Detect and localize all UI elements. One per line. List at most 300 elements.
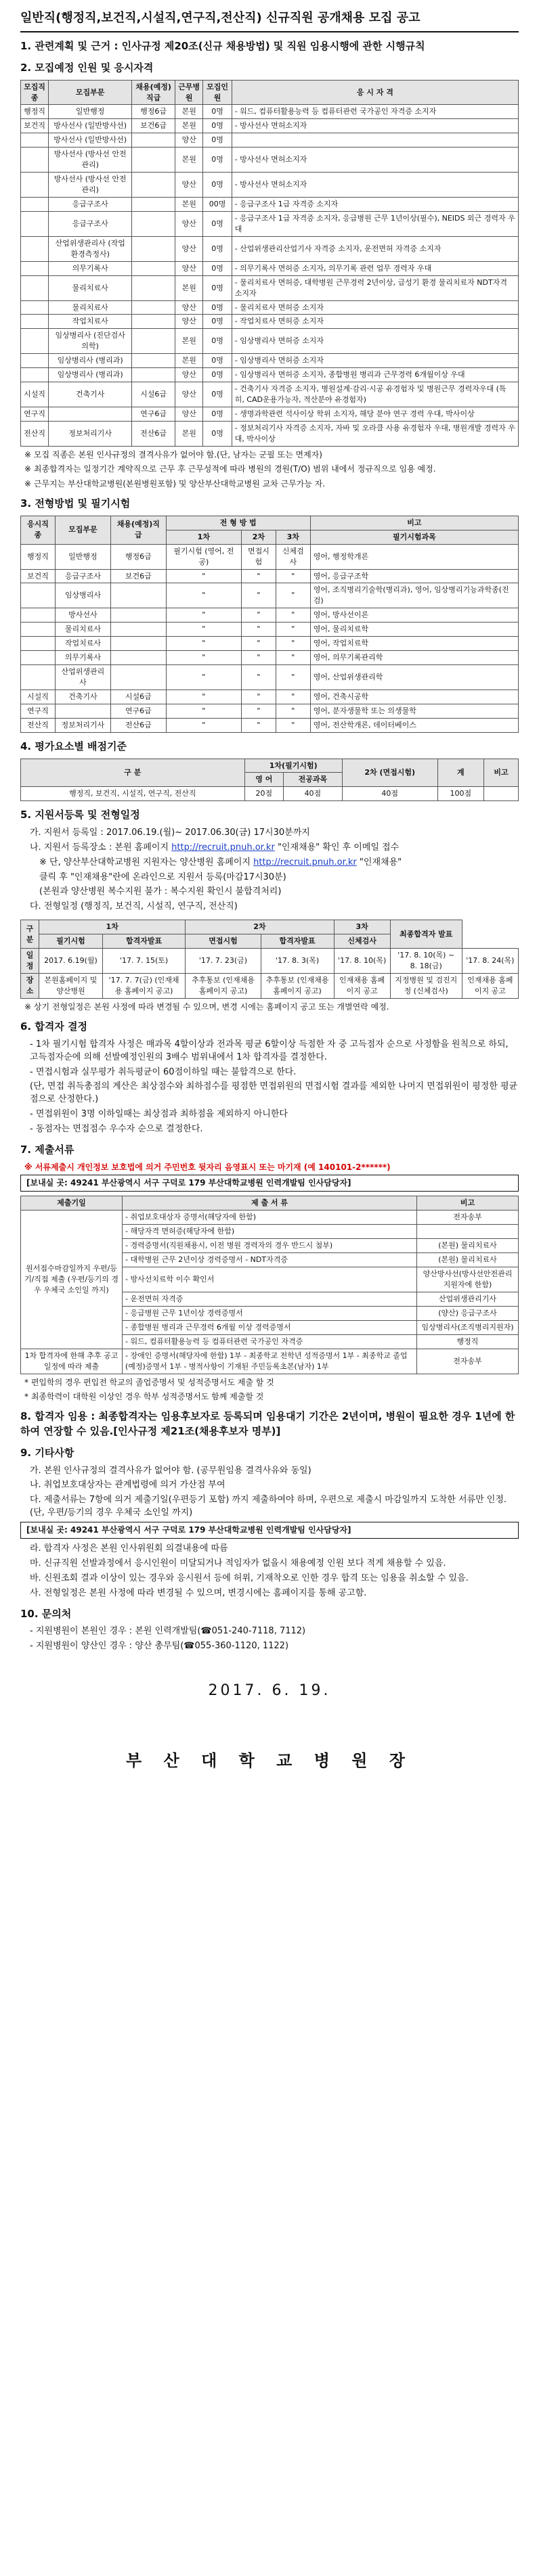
section-5-heading: 5. 지원서등록 및 전형일정 <box>20 809 140 821</box>
table-row <box>21 718 519 732</box>
table-cell: " <box>241 623 276 637</box>
table-cell: 본원 <box>175 354 203 368</box>
table-cell: - 산업위생관리산업기사 자격증 소지자, 운전면허 자격증 소지자 <box>232 236 518 261</box>
table-cell <box>21 651 56 665</box>
table-cell: 의무기록사 <box>55 651 110 665</box>
table-cell <box>21 354 49 368</box>
table-cell: " <box>276 623 310 637</box>
document-note <box>417 1225 519 1239</box>
col-header: 전 형 방 법 <box>166 516 310 530</box>
table-cell: - 작업치료사 면허증 소지자 <box>232 315 518 329</box>
col-header: 채용(예정)직급 <box>111 516 167 544</box>
text-line: 사. 전형일정은 본원 사정에 따라 변경될 수 있으며, 변경시에는 홈페이지를 통해 공고함. <box>30 1587 367 1598</box>
table-cell: 행정직 <box>21 544 56 569</box>
table-cell: 20점 <box>244 787 283 801</box>
table-cell: " <box>166 583 241 608</box>
document-note: (본원) 물리치료사 <box>417 1253 519 1267</box>
table-row <box>21 704 519 718</box>
table-cell: 영어, 물리치료학 <box>310 623 518 637</box>
table-cell: 영어, 조직병리기술학(병리과), 영어, 임상병리기능과학종(진검) <box>310 583 518 608</box>
table-cell <box>21 300 49 315</box>
table-cell <box>132 173 175 198</box>
table-cell: 본원 <box>175 105 203 119</box>
table-cell: 응급구조사 <box>49 198 132 212</box>
table-cell: 연구6급 <box>132 407 175 422</box>
table-row <box>21 1211 519 1225</box>
document-item: - 경력증명서(직원채용시, 이전 병원 경력자의 경우 반드시 첨부) <box>123 1239 417 1253</box>
col-header: 제 출 서 류 <box>123 1196 417 1211</box>
col-header: 합격자발표 <box>102 934 185 949</box>
table-cell: 0명 <box>203 133 232 148</box>
table-row <box>21 407 519 422</box>
note-line: * 최종학력이 대학원 이상인 경우 학부 성적증명서도 함께 제출할 것 <box>24 1391 264 1401</box>
text-line: - 면접위원이 3명 이하일때는 최상점과 최하점을 제외하지 아니한다 <box>30 1109 288 1120</box>
table-cell: " <box>241 583 276 608</box>
document-item: - 장애인 증명서(해당자에 한함) 1부 - 최종학교 전학년 성적증명서 1부 - 최종학교 졸업(예정)증명서 1부 - 병적사항이 기재된 주민등록초본(남자) 1부 <box>123 1349 417 1374</box>
table-cell: 전산6급 <box>132 421 175 446</box>
document-note: (양산) 응급구조사 <box>417 1306 519 1320</box>
note-line: ※ 근무지는 부산대학교병원(본원병원포함) 및 양산부산대학교병원 교차 근무가능 자. <box>24 478 326 489</box>
document-note: 양산방사선(방사선안전관리지원자에 한함) <box>417 1267 519 1292</box>
table-cell <box>55 704 110 718</box>
table-cell <box>132 148 175 173</box>
table-cell: 양산 <box>175 173 203 198</box>
text-line: - 면접시험과 실무평가 취득평균이 60점이하일 때는 불합격으로 한다. <box>30 1066 297 1077</box>
table-cell <box>21 198 49 212</box>
table-cell: 방사선사 (일반방사선) <box>49 133 132 148</box>
table-row <box>21 133 519 148</box>
col-header: 채용(예정)직급 <box>132 80 175 105</box>
recruit-link[interactable]: http://recruit.pnuh.or.kr <box>171 842 275 853</box>
table-cell: 0명 <box>203 236 232 261</box>
table-cell: " <box>241 718 276 732</box>
table-cell <box>132 368 175 382</box>
contact-line: - 지원병원이 양산인 경우 : 양산 총무팀(☎055-360-1120, 1122) <box>30 1641 289 1652</box>
table-cell: 양산 <box>175 211 203 236</box>
table-cell: 임상병리사 (병리과) <box>49 368 132 382</box>
table-cell: 시설직 <box>21 382 49 407</box>
section-10-heading: 10. 문의처 <box>20 1607 72 1620</box>
table-cell: - 응급구조사 1급 자격증 소지자 <box>232 198 518 212</box>
document-item: - 방사선치료학 이수 확인서 <box>123 1267 417 1292</box>
table-cell: 지정병원 및 검진지정 (신체검사) <box>390 973 462 998</box>
col-header: 모집인원 <box>203 80 232 105</box>
table-cell: 영어, 의무기록관리학 <box>310 651 518 665</box>
schedule-table <box>20 920 519 999</box>
table-cell: " <box>166 608 241 623</box>
table-cell: 일반행정 <box>49 105 132 119</box>
table-cell <box>132 211 175 236</box>
table-cell: 전산직 <box>21 718 56 732</box>
table-row <box>21 637 519 651</box>
table-cell: 0명 <box>203 211 232 236</box>
table-cell: '17. 7. 23(금) <box>186 949 261 974</box>
table-cell: 양산 <box>175 368 203 382</box>
table-cell: 정보처리기사 <box>55 718 110 732</box>
text-line: [보내실 곳: 49241 부산광역시 서구 구덕로 179 부산대학교병원 인력개발팀 인사담당자] <box>20 1522 519 1539</box>
note-line: ※ 모집 직종은 본원 인사규정의 결격사유가 없어야 함.(단, 남자는 군필 또는 면제자) <box>24 449 322 459</box>
document-note: 전자송부 <box>417 1349 519 1374</box>
table-row <box>21 173 519 198</box>
table-cell <box>232 133 518 148</box>
note-line: * 편입학의 경우 편입전 학교의 졸업증명서 및 성적증명서도 제출 할 것 <box>24 1377 274 1387</box>
table-row <box>21 368 519 382</box>
table-cell <box>21 623 56 637</box>
table-cell: " <box>166 637 241 651</box>
table-row <box>21 329 519 354</box>
table-cell: 40점 <box>284 787 343 801</box>
table-row <box>21 119 519 133</box>
document-note: 산업위생관리기사 <box>417 1292 519 1306</box>
table-row <box>21 544 519 569</box>
table-cell: " <box>276 569 310 583</box>
table-cell: 시설직 <box>21 690 56 704</box>
table-cell: 영어, 작업치료학 <box>310 637 518 651</box>
text-line: 나. 취업보호대상자는 관계법령에 의거 가산점 부여 <box>30 1480 225 1491</box>
table-cell: 필기시험 (영어, 전공) <box>166 544 241 569</box>
table-cell: - 임상병리사 면허증 소지자 <box>232 329 518 354</box>
table-cell: 전산직 <box>21 421 49 446</box>
note-line: ※ 최종합격자는 일정기간 계약직으로 근무 후 근무성적에 따라 병원의 경원(T/O) 범위 내에서 정규직으로 임용 예정. <box>24 464 436 474</box>
table-cell: " <box>241 651 276 665</box>
table-cell: " <box>276 651 310 665</box>
table-cell: 건축기사 <box>55 690 110 704</box>
table-cell <box>111 651 167 665</box>
col-header: 구 분 <box>21 920 39 949</box>
table-cell: 0명 <box>203 148 232 173</box>
table-row <box>21 198 519 212</box>
table-cell: - 응급구조사 1급 자격증 소지자, 응급병원 근무 1년이상(필수), NEIDS 외근 경력자 우대 <box>232 211 518 236</box>
privacy-warning: ※ 서류제출시 개인정보 보호법에 의거 주민번호 뒷자리 음영표시 또는 마기재 (예 140101-2******) <box>24 1162 391 1172</box>
table-cell: 영어, 전산학개론, 데이터베이스 <box>310 718 518 732</box>
table-cell: 0명 <box>203 275 232 300</box>
col-header: 근무병원 <box>175 80 203 105</box>
text-line: 마. 신규직원 선발과정에서 응시인원이 미달되거나 적임자가 없을시 채용예정 인원 보다 적게 채용할 수 있음. <box>30 1558 446 1569</box>
table-cell <box>132 133 175 148</box>
table-cell: 산업위생관리사 (작업환경측정사) <box>49 236 132 261</box>
table-row <box>21 148 519 173</box>
table-cell: 본원 <box>175 119 203 133</box>
col-header: 비고 <box>417 1196 519 1211</box>
table-cell <box>132 354 175 368</box>
table-cell: 작업치료사 <box>55 637 110 651</box>
table-cell <box>111 608 167 623</box>
table-cell <box>49 407 132 422</box>
document-note: (본원) 물리치료사 <box>417 1239 519 1253</box>
table-row <box>21 354 519 368</box>
mailing-address-box: [보내실 곳: 49241 부산광역시 서구 구덕로 179 부산대학교병원 인력개발팀 인사담당자] <box>20 1175 519 1192</box>
table-cell: 양산 <box>175 300 203 315</box>
table-cell: 신체검사 <box>276 544 310 569</box>
table-cell <box>21 133 49 148</box>
table-cell: 영어, 응급구조학 <box>310 569 518 583</box>
table-cell: 시설6급 <box>111 690 167 704</box>
table-cell: 면접시험 <box>241 544 276 569</box>
table-row <box>21 623 519 637</box>
col-header: 모집직종 <box>21 80 49 105</box>
table-cell: 건축기사 <box>49 382 132 407</box>
table-cell: - 워드, 컴퓨터활용능력 등 컴퓨터관련 국가공인 자격증 소지자 <box>232 105 518 119</box>
table-cell: 0명 <box>203 407 232 422</box>
table-row <box>21 275 519 300</box>
table-cell: 본원 <box>175 275 203 300</box>
table-cell: " <box>166 704 241 718</box>
table-cell: '17. 7. 15(토) <box>102 949 185 974</box>
text-line: - 1차 필기시험 합격자 사정은 매과목 4할이상과 전과목 평균 6할이상 득점한 자 중 고득점자 순으로 사정함을 원칙으로 하되, 고득점자순에 의해 선발예정인원의 3배수 범위내에서 1차 합격자를 결정한다. <box>30 1039 509 1062</box>
table-cell: - 임상병리사 면허증 소지자 <box>232 354 518 368</box>
table-cell <box>132 198 175 212</box>
text-line: 다. 전형일정 (행정직, 보건직, 시설직, 연구직, 전산직) <box>30 901 238 912</box>
signature: 부 산 대 학 교 병 원 장 <box>126 1751 413 1771</box>
table-cell <box>132 329 175 354</box>
row-header: 장소 <box>21 973 39 998</box>
recruitment-table <box>20 80 519 447</box>
table-cell: 연구6급 <box>111 704 167 718</box>
col-header: 비고 <box>310 516 518 530</box>
col-header: 3차 <box>276 530 310 544</box>
document-item: - 종합병원 병리과 근무경력 6개월 이상 경력증명서 <box>123 1320 417 1334</box>
document-note: 전자송부 <box>417 1211 519 1225</box>
table-cell: 영어, 산업위생관리학 <box>310 665 518 690</box>
table-cell: 0명 <box>203 382 232 407</box>
table-row <box>21 690 519 704</box>
col-header: 2차 <box>186 920 334 934</box>
table-cell: 양산 <box>175 315 203 329</box>
col-header: 2차 (면접시험) <box>342 759 437 787</box>
text-line: - 동점자는 면접점수 우수자 순으로 결정한다. <box>30 1123 203 1134</box>
text-line: 라. 합격자 사정은 본원 인사위원회 의결내용에 따름 <box>30 1543 228 1554</box>
table-cell: 방사선사 (방사선 안전관리) <box>49 148 132 173</box>
screening-table <box>20 516 519 733</box>
col-header: 1차(필기시험) <box>244 759 342 773</box>
table-cell: 방사선사 (일반방사선) <box>49 119 132 133</box>
text-line: (단, 면접 취득총점의 계산은 최상점수와 최하점수를 평점한 면접위원의 면접시험 결과를 제외한 나머지 면접위원이 평정한 평균점으로 산정한다.) <box>30 1081 518 1105</box>
section-8-heading: 8. 합격자 임용 : 최종합격자는 임용후보자로 등록되며 임용대기 기간은 2년이며, 병원이 필요한 경우 1년에 한하여 연장할 수 있음.[인사규정 제21조(채용후보자 명부)] <box>20 1410 515 1438</box>
text-line: 바. 신원조회 결과 이상이 있는 경우와 응시원서 등에 허위, 기재착오로 인한 경우 합격 또는 임용을 취소할 수 있음. <box>30 1573 469 1584</box>
text-line: 클릭 후 "인재채용"란에 온라인으로 지원서 등록(마감17시30분) <box>39 872 286 882</box>
table-cell <box>21 211 49 236</box>
table-cell: " <box>276 690 310 704</box>
table-cell <box>484 787 519 801</box>
table-cell: 일반행정 <box>55 544 110 569</box>
document-item: - 워드, 컴퓨터활용능력 등 컴퓨터관련 국가공인 자격증 <box>123 1334 417 1349</box>
table-cell: 본원 <box>175 329 203 354</box>
table-cell <box>21 315 49 329</box>
table-cell: 0명 <box>203 173 232 198</box>
table-cell: 보건직 <box>21 119 49 133</box>
row-header: 일정 <box>21 949 39 974</box>
table-cell: 영어, 방사선이론 <box>310 608 518 623</box>
contact-line: - 지원병원이 본원인 경우 : 본원 인력개발팀(☎051-240-7118, 7112) <box>30 1626 306 1637</box>
table-cell: 전산6급 <box>111 718 167 732</box>
section-9-heading: 9. 기타사항 <box>20 1446 74 1459</box>
table-cell: - 의무기록사 면허증 소지자, 의무기록 관련 업무 경력자 우대 <box>232 261 518 275</box>
table-cell: " <box>241 704 276 718</box>
section-7-heading: 7. 제출서류 <box>20 1143 74 1156</box>
col-header: 영 어 <box>244 773 283 787</box>
table-cell: '17. 8. 10(목) <box>334 949 390 974</box>
table-cell: 물리치료사 <box>49 275 132 300</box>
table-cell: - 물리치료사 면허증 소지자 <box>232 300 518 315</box>
table-cell: '17. 8. 3(목) <box>261 949 334 974</box>
table-cell: 본원 <box>175 198 203 212</box>
section-1-heading: 1. 관련계획 및 근거 : 인사규정 제20조(신규 채용방법) 및 직원 임용시행에 관한 시행규칙 <box>20 40 425 53</box>
table-cell <box>111 637 167 651</box>
submission-period: 1차 합격자에 한해 추후 공고일정에 따라 제출 <box>21 1349 123 1374</box>
table-cell: " <box>166 651 241 665</box>
submission-period: 원서접수마감일까지 우편/등기/직접 제출 (우편/등기의 경우 우체국 소인일 까지) <box>21 1211 123 1349</box>
table-cell: 양산 <box>175 236 203 261</box>
table-cell: 방사선사 (방사선 안전관리) <box>49 173 132 198</box>
scoring-table <box>20 759 519 802</box>
table-row <box>21 211 519 236</box>
table-cell: 0명 <box>203 421 232 446</box>
table-cell: " <box>241 690 276 704</box>
table-row <box>21 382 519 407</box>
table-cell <box>132 261 175 275</box>
table-cell <box>21 583 56 608</box>
col-header: 비고 <box>484 759 519 787</box>
document-note: 임상병리사(조직병리지원자) <box>417 1320 519 1334</box>
table-cell: 0명 <box>203 119 232 133</box>
documents-table <box>20 1196 519 1374</box>
announcement-date: 2017. 6. 19. <box>208 1682 331 1700</box>
col-header: 3차 <box>334 920 390 934</box>
schedule-note: ※ 상기 전형일정은 본원 사정에 따라 변경될 수 있으며, 변경 시에는 홈페이지 공고 또는 개별연락 예정. <box>24 1001 389 1012</box>
table-cell: " <box>276 583 310 608</box>
table-cell: " <box>241 665 276 690</box>
table-cell: - 물리치료사 면허증, 대학병원 근무경력 2년이상, 급성기 환경 물리치료자 NDT자격 소지자 <box>232 275 518 300</box>
table-cell: 영어, 건축시공학 <box>310 690 518 704</box>
table-cell: 임상병리사 <box>55 583 110 608</box>
table-cell: " <box>166 718 241 732</box>
table-cell: 의무기록사 <box>49 261 132 275</box>
table-cell: 본원 <box>175 421 203 446</box>
table-cell: 40점 <box>342 787 437 801</box>
table-cell <box>21 665 56 690</box>
table-cell: 응급구조사 <box>49 211 132 236</box>
col-header: 1차 <box>166 530 241 544</box>
table-cell <box>111 665 167 690</box>
table-cell: 0명 <box>203 329 232 354</box>
table-row <box>21 569 519 583</box>
table-cell <box>111 583 167 608</box>
table-cell: " <box>276 608 310 623</box>
table-cell: 연구직 <box>21 407 49 422</box>
yangsan-recruit-link[interactable]: http://recruit.pnuh.or.kr <box>253 857 357 867</box>
table-row <box>21 608 519 623</box>
col-header: 필기시험과목 <box>310 530 518 544</box>
table-cell <box>21 329 49 354</box>
document-item: - 취업보호대상자 증명서(해당자에 한함) <box>123 1211 417 1225</box>
table-cell: 0명 <box>203 354 232 368</box>
table-cell: 추후통보 (인재채용 홈페이지 공고) <box>186 973 261 998</box>
table-cell: - 방사선사 면허소지자 <box>232 148 518 173</box>
table-cell: " <box>241 569 276 583</box>
text-line: 나. 지원서 등록장소 : 본원 홈페이지 http://recruit.pnuh.or.kr "인재채용" 확인 후 이메일 접수 <box>30 842 400 853</box>
table-cell <box>21 261 49 275</box>
text-line: ※ 단, 양산부산대학교병원 지원자는 양산병원 홈페이지 http://recruit.pnuh.or.kr "인재채용" <box>39 857 402 867</box>
table-cell: '17. 7. 7(금) (인재채용 홈페이지 공고) <box>102 973 185 998</box>
table-cell: " <box>276 704 310 718</box>
table-row <box>21 261 519 275</box>
table-cell <box>21 173 49 198</box>
document-item: - 대학병원 근무 2년이상 경력증명서 - NDT자격증 <box>123 1253 417 1267</box>
col-header: 1차 <box>39 920 186 934</box>
table-cell: 양산 <box>175 407 203 422</box>
table-cell: 0명 <box>203 315 232 329</box>
table-cell: 영어, 행정학개론 <box>310 544 518 569</box>
table-cell: 본원홈페이지 및 양산병원 <box>39 973 103 998</box>
section-4-heading: 4. 평가요소별 배점기준 <box>20 740 127 752</box>
table-cell: 행정직, 보건직, 시설직, 연구직, 전산직 <box>21 787 245 801</box>
table-cell: " <box>276 718 310 732</box>
table-cell: 정보처리기사 <box>49 421 132 446</box>
table-cell: 0명 <box>203 300 232 315</box>
table-cell: 인재채용 홈페이지 공고 <box>334 973 390 998</box>
table-row <box>21 421 519 446</box>
table-cell: - 방사선사 면허소지자 <box>232 173 518 198</box>
table-cell: " <box>166 665 241 690</box>
table-cell: - 방사선사 면허소지자 <box>232 119 518 133</box>
table-cell: - 생명과학관련 석사이상 학위 소지자, 해당 분야 연구 경력 우대, 박사이상 <box>232 407 518 422</box>
table-cell: - 임상병리사 면허증 소지자, 종합병원 병리과 근무경력 6개월이상 우대 <box>232 368 518 382</box>
col-header: 필기시험 <box>39 934 103 949</box>
col-header: 신체검사 <box>334 934 390 949</box>
document-item: - 해당자격 면허증(해당자에 한함) <box>123 1225 417 1239</box>
text-line: 가. 지원서 등록일 : 2017.06.19.(월)~ 2017.06.30(금) 17시30분까지 <box>30 828 310 838</box>
text-line: (본원과 양산병원 복수지원 불가 : 복수지원 확인시 불합격처리) <box>39 886 282 897</box>
table-cell: 영어, 분자생물학 또는 의생물학 <box>310 704 518 718</box>
col-header: 전공과목 <box>284 773 343 787</box>
col-header: 모집부문 <box>55 516 110 544</box>
table-cell: 0명 <box>203 368 232 382</box>
table-cell: 양산 <box>175 261 203 275</box>
section-6-heading: 6. 합격자 결정 <box>20 1020 88 1033</box>
table-cell: 시설6급 <box>132 382 175 407</box>
table-cell: 양산 <box>175 382 203 407</box>
table-cell: 보건6급 <box>111 569 167 583</box>
document-note: 행정직 <box>417 1334 519 1349</box>
table-cell <box>132 300 175 315</box>
table-cell: 인재채용 홈페이지 공고 <box>462 973 518 998</box>
table-cell: - 건축기사 자격증 소지자, 병원설계·감리·시공 유경험자 및 병원근무 경력자우대 (특히, CAD운용가능자, 적산분야 유경험자) <box>232 382 518 407</box>
table-cell: 추후통보 (인재채용 홈페이지 공고) <box>261 973 334 998</box>
table-cell: " <box>276 665 310 690</box>
table-cell: 보건직 <box>21 569 56 583</box>
table-row <box>21 300 519 315</box>
table-cell: 본원 <box>175 148 203 173</box>
col-header: 최종합격자 발표 <box>390 920 462 949</box>
table-cell <box>132 275 175 300</box>
table-cell: 임상병리사 (병리과) <box>49 354 132 368</box>
table-cell <box>21 368 49 382</box>
table-cell: 행정6급 <box>132 105 175 119</box>
col-header: 제출기일 <box>21 1196 123 1211</box>
table-cell: 0명 <box>203 105 232 119</box>
table-cell: 물리치료사 <box>55 623 110 637</box>
table-row <box>21 105 519 119</box>
table-cell: 양산 <box>175 133 203 148</box>
table-cell: 100점 <box>437 787 483 801</box>
table-cell: 응급구조사 <box>55 569 110 583</box>
col-header: 2차 <box>241 530 276 544</box>
table-row <box>21 236 519 261</box>
table-cell <box>111 623 167 637</box>
table-cell: 보건6급 <box>132 119 175 133</box>
table-cell: 0명 <box>203 261 232 275</box>
table-row <box>21 665 519 690</box>
